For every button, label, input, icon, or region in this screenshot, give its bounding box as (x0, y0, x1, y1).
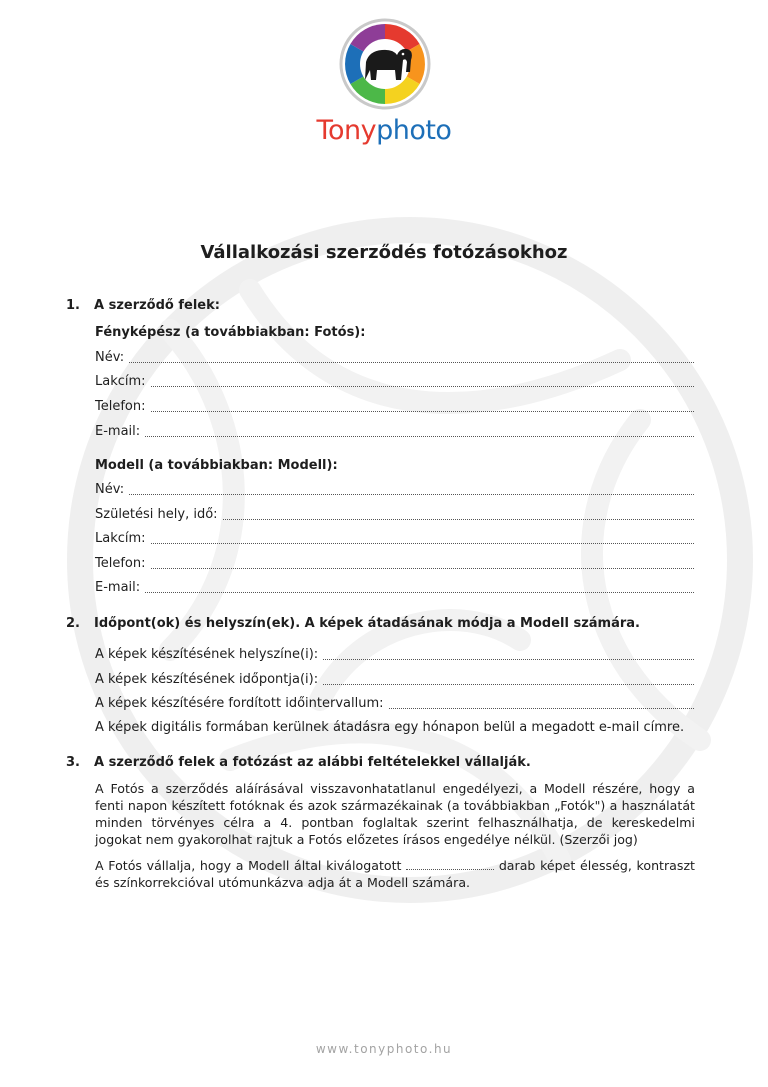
field-label: Telefon: (95, 399, 146, 414)
section-number: 3. (66, 755, 80, 770)
photographer-email-field[interactable] (95, 422, 694, 442)
document-title: Vállalkozási szerződés fotózásokhoz (200, 242, 568, 263)
field-label: A képek készítésének helyszíne(i): (95, 647, 319, 662)
fill-line (389, 707, 695, 709)
fill-line (145, 435, 694, 437)
field-label: E-mail: (95, 580, 141, 595)
fill-line (323, 658, 694, 660)
section-number: 1. (66, 298, 80, 313)
paragraph-text: A Fotós vállalja, hogy a Modell által kiválogatott (95, 858, 402, 873)
model-birth-field[interactable] (95, 505, 694, 525)
photographer-heading: Fényképész (a továbbiakban: Fotós): (95, 325, 366, 340)
section-number: 2. (66, 616, 80, 631)
fill-line (151, 567, 695, 569)
fill-line (145, 591, 694, 593)
field-label: Születési hely, idő: (95, 507, 218, 522)
field-label: Telefon: (95, 556, 146, 571)
model-phone-field[interactable] (95, 554, 694, 574)
section-heading: A szerződő felek a fotózást az alábbi feltételekkel vállalják. (94, 755, 531, 770)
field-label: Lakcím: (95, 531, 146, 546)
field-label: A képek készítésére fordított időintervallum: (95, 696, 384, 711)
shoot-location-field[interactable] (95, 645, 694, 665)
fill-line (323, 683, 694, 685)
field-label: A képek készítésének időpontja(i): (95, 672, 319, 687)
fill-line (129, 361, 694, 363)
photographer-address-field[interactable] (95, 372, 694, 392)
field-label: Név: (95, 350, 125, 365)
delivery-note: A képek digitális formában kerülnek átadásra egy hónapon belül a megadott e-mail címre. (95, 720, 685, 735)
model-name-field[interactable] (95, 480, 694, 500)
terms-paragraph-1: A Fotós a szerződés aláírásával visszavonhatatlanul engedélyezi, a Modell részére, hogy a fenti napon készített fotóknak és azok származékainak (a továbbiakban „Fotók") a használatát minden törvényes célra a 4. pontban foglaltak szerint felhasználhatja, de kereskedelmi jogokat nem gyakorolhat rajtuk a Fotós előzetes írásos engedélye nélkül. (Szerzői jog) (95, 781, 695, 847)
fill-line (151, 385, 694, 387)
model-email-field[interactable] (95, 578, 694, 598)
fill-line (151, 542, 694, 544)
photographer-phone-field[interactable] (95, 397, 694, 417)
terms-paragraph-2 (95, 857, 695, 891)
paragraph-text: darab képet élesség, kontraszt és színkorrekcióval utómunkázva adja át a Modell számára. (95, 858, 695, 890)
tonyphoto-logo (339, 18, 431, 110)
shoot-duration-field[interactable] (95, 694, 694, 714)
footer-url[interactable]: www.tonyphoto.hu (315, 1042, 453, 1056)
photo-count-fill-line[interactable] (406, 859, 494, 870)
field-label: Lakcím: (95, 374, 146, 389)
field-label: Név: (95, 482, 125, 497)
section-heading: Időpont(ok) és helyszín(ek). A képek átadásának módja a Modell számára. (94, 616, 640, 631)
section-heading: A szerződő felek: (94, 298, 220, 313)
model-address-field[interactable] (95, 529, 694, 549)
fill-line (129, 493, 694, 495)
brand-name-part1: Tony (316, 115, 377, 146)
photographer-name-field[interactable] (95, 348, 694, 368)
brand-name (0, 114, 768, 148)
model-heading: Modell (a továbbiakban: Modell): (95, 458, 338, 473)
field-label: E-mail: (95, 424, 141, 439)
fill-line (151, 410, 695, 412)
fill-line (223, 518, 694, 520)
shoot-date-field[interactable] (95, 670, 694, 690)
brand-name-part2: photo (376, 115, 452, 146)
